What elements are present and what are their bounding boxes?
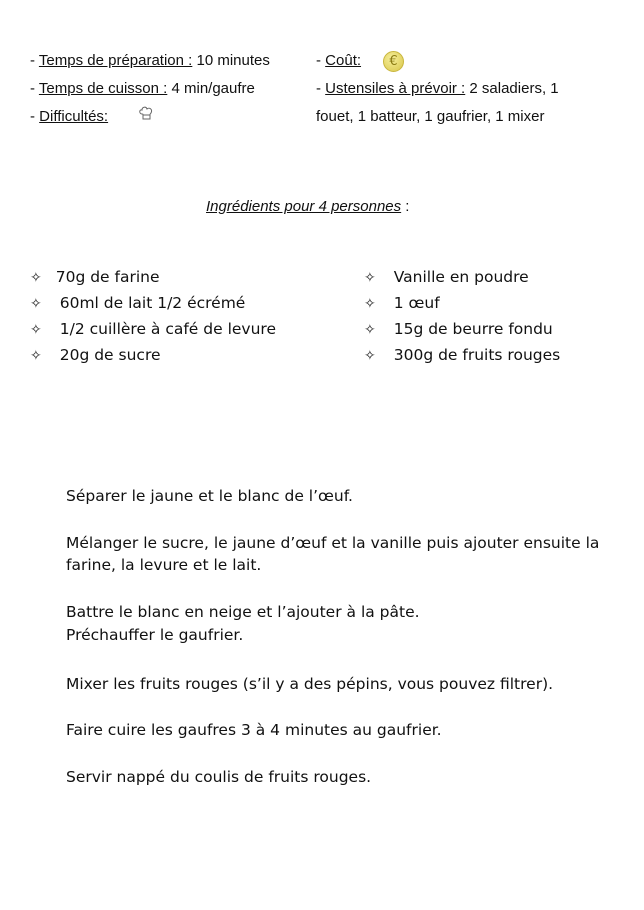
star-bullet-icon: ✧ <box>364 296 376 312</box>
ingredient: Vanille en poudre <box>393 268 529 286</box>
star-bullet-icon: ✧ <box>30 296 42 312</box>
star-bullet-icon: ✧ <box>30 322 42 338</box>
list-item <box>30 320 276 346</box>
ingredient: 1/2 cuillère à café de levure <box>59 320 276 338</box>
cook-time <box>30 80 255 98</box>
list-item <box>364 268 560 294</box>
utensils-label: Ustensiles à prévoir : <box>325 80 466 97</box>
dash: - <box>30 108 40 125</box>
ingredients-right <box>364 268 560 372</box>
star-bullet-icon: ✧ <box>364 270 376 286</box>
euro-coin-icon: € <box>383 51 404 72</box>
dash: - <box>316 80 326 97</box>
utensils-line1 <box>316 80 559 98</box>
list-item <box>364 294 560 320</box>
ingredient: 1 œuf <box>393 294 440 312</box>
utensils-line2: fouet, 1 batteur, 1 gaufrier, 1 mixer <box>316 108 545 125</box>
prep-time-value: 10 minutes <box>192 52 270 69</box>
cook-time-value: 4 min/gaufre <box>167 80 255 97</box>
star-bullet-icon: ✧ <box>364 348 376 364</box>
ingredients-left <box>30 268 276 372</box>
difficulty <box>30 108 108 126</box>
cost-label: Coût: <box>325 52 362 69</box>
star-bullet-icon: ✧ <box>30 348 42 364</box>
list-item <box>30 268 276 294</box>
ingredient: 60ml de lait 1/2 écrémé <box>59 294 246 312</box>
chef-hat-icon <box>139 106 153 122</box>
ingredient: 20g de sucre <box>59 346 161 364</box>
prep-time <box>30 52 270 70</box>
ingredients-title: Ingrédients pour 4 personnes <box>206 198 402 215</box>
ingredient: 300g de fruits rouges <box>393 346 561 364</box>
ingredient: 70g de farine <box>55 268 160 286</box>
difficulty-label: Difficultés: <box>39 108 109 125</box>
list-item <box>364 320 560 346</box>
list-item <box>30 346 276 372</box>
step-4: Préchauffer le gaufrier. <box>66 626 244 644</box>
dash: - <box>30 52 39 69</box>
cook-time-label: Temps de cuisson : <box>38 80 168 97</box>
step-1: Séparer le jaune et le blanc de l’œuf. <box>66 487 353 505</box>
step-5: Mixer les fruits rouges (s’il y a des pépins, vous pouvez filtrer). <box>66 675 554 693</box>
list-item <box>364 346 560 372</box>
ingredient: 15g de beurre fondu <box>393 320 553 338</box>
star-bullet-icon: ✧ <box>30 270 42 286</box>
list-item <box>30 294 276 320</box>
ingredients-heading <box>206 198 409 216</box>
step-2: Mélanger le sucre, le jaune d’œuf et la vanille puis ajouter ensuite la farine, la levure et le lait. <box>66 534 600 574</box>
star-bullet-icon: ✧ <box>364 322 376 338</box>
cost <box>316 52 361 70</box>
prep-time-label: Temps de préparation : <box>38 52 193 69</box>
step-3: Battre le blanc en neige et l’ajouter à la pâte. <box>66 603 420 621</box>
step-6: Faire cuire les gaufres 3 à 4 minutes au gaufrier. <box>66 721 442 739</box>
dash: - <box>30 80 39 97</box>
ingredients-title-suffix: : <box>401 198 410 215</box>
utensils-value: 2 saladiers, 1 <box>465 80 559 97</box>
step-7: Servir nappé du coulis de fruits rouges. <box>66 768 372 786</box>
dash: - <box>316 52 326 69</box>
